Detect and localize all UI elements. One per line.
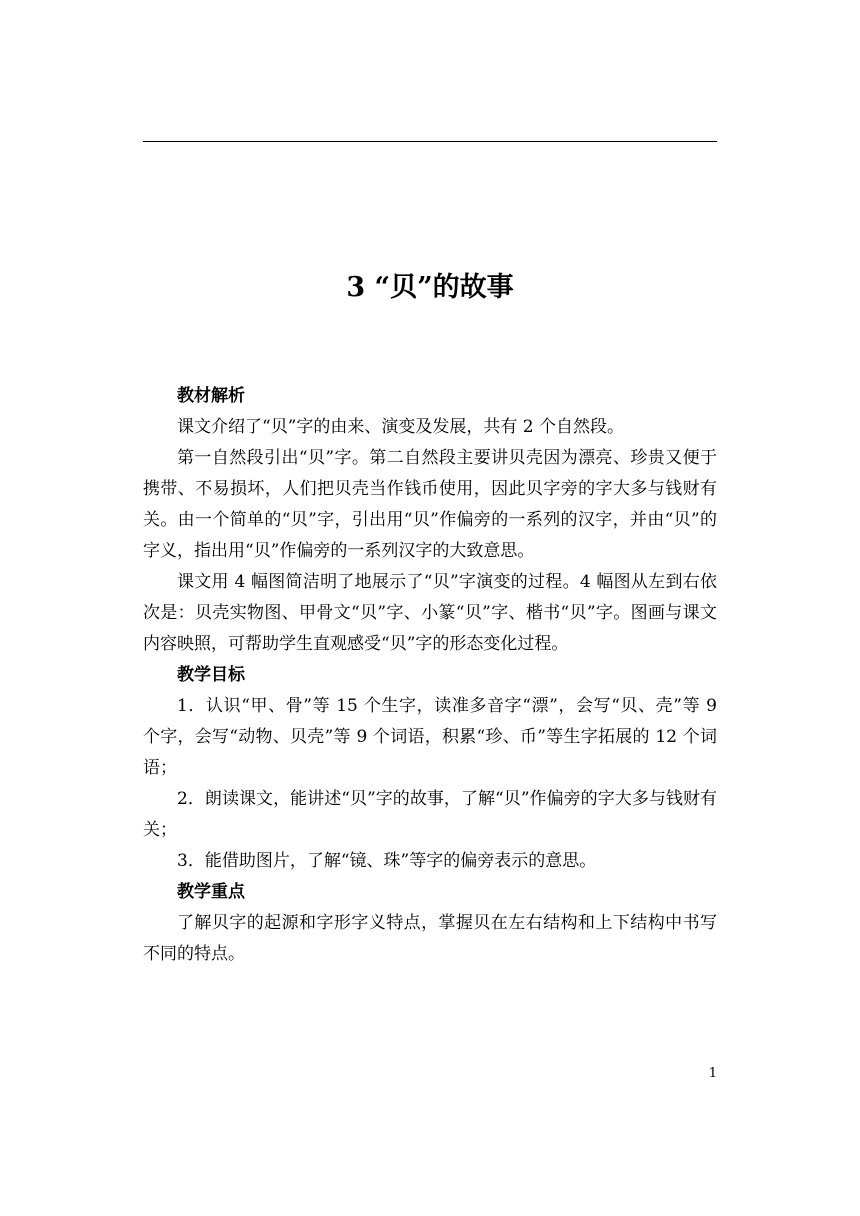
section-heading-analysis: 教材解析 [177,386,245,406]
document-body [143,381,717,970]
paragraph: 第一自然段引出“贝”字。第二自然段主要讲贝壳因为漂亮、珍贵又便于携带、不易损坏，人们把贝壳当作钱币使用，因此贝字旁的字大多与钱财有关。由一个简单的“贝”字，引出用“贝”作偏旁的一系列的汉字，并由“贝”的字义，指出用“贝”作偏旁的一系列汉字的大致意思。 [143,448,717,561]
header-rule [143,141,717,142]
paragraph: 了解贝字的起源和字形字义特点，掌握贝在左右结构和上下结构中书写不同的特点。 [143,913,717,964]
paragraph: 课文用 4 幅图简洁明了地展示了“贝”字演变的过程。4 幅图从左到右依次是：贝壳实物图、甲骨文“贝”字、小篆“贝”字、楷书“贝”字。图画与课文内容映照，可帮助学生直观感受“贝”字的形态变化过程。 [143,572,717,654]
section-heading-key-points: 教学重点 [177,882,245,902]
objective-item: 3．能借助图片，了解“镜、珠”等字的偏旁表示的意思。 [177,851,597,871]
page-number: 1 [708,1066,717,1081]
section-heading-objectives: 教学目标 [177,665,245,685]
page-title: 3 “贝”的故事 [346,272,514,303]
paragraph: 课文介绍了“贝”字的由来、演变及发展，共有 2 个自然段。 [177,417,625,437]
objective-item: 1．认识“甲、骨”等 15 个生字，读准多音字“漂”，会写“贝、壳”等 9 个字，会写“动物、贝壳”等 9 个词语，积累“珍、币”等生字拓展的 12 个词语； [143,696,717,778]
objective-item: 2．朗读课文，能讲述“贝”字的故事，了解“贝”作偏旁的字大多与钱财有关； [143,789,717,840]
